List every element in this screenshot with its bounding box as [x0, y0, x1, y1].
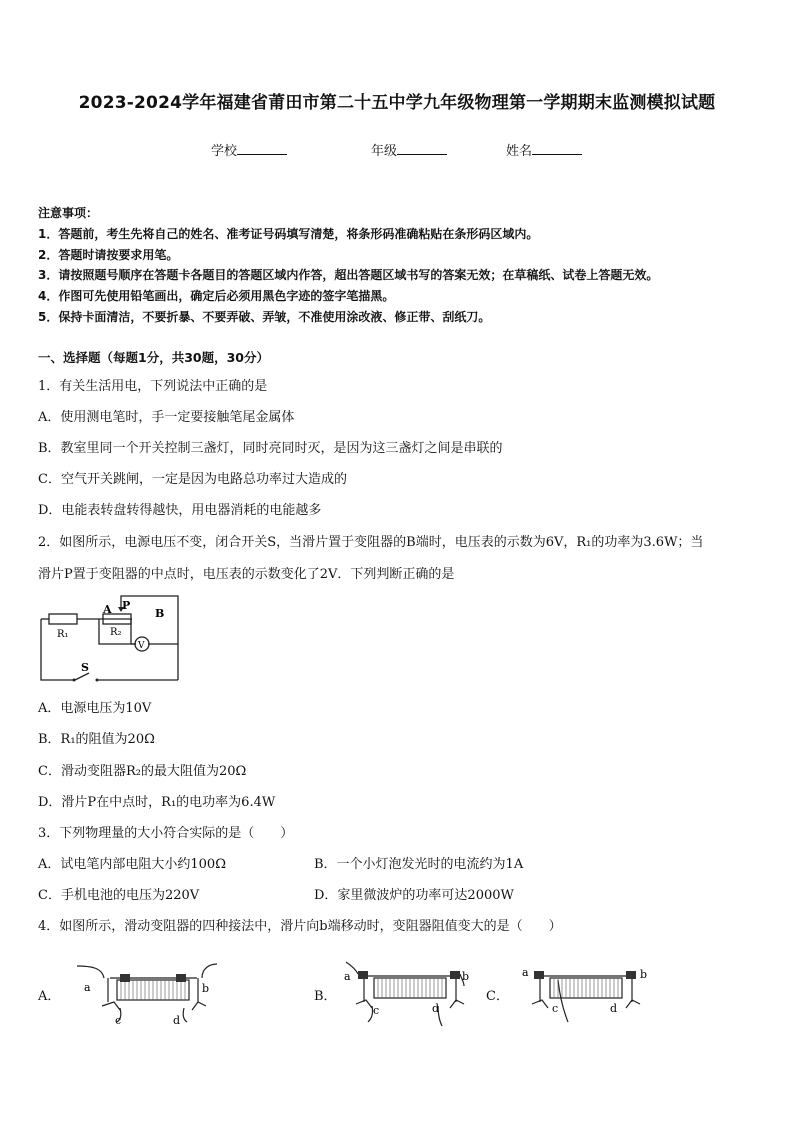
notice-heading: 注意事项：	[38, 206, 99, 220]
terminal-d: d	[432, 1002, 440, 1015]
grade-field[interactable]	[371, 140, 447, 159]
terminal-d: d	[173, 1014, 181, 1027]
circuit-diagram	[33, 595, 193, 690]
school-label: 学校	[211, 144, 238, 159]
q1-option-d: D．电能表转盘转得越快，用电器消耗的电能越多	[38, 503, 322, 518]
terminal-b: b	[640, 968, 648, 981]
notice-item: 1．答题前，考生先将自己的姓名、准考证号码填写清楚，将条形码准确粘贴在条形码区域内。	[38, 226, 539, 241]
q4-option-a-label: A．	[38, 989, 61, 1004]
q4-option-b-label: B．	[314, 989, 337, 1004]
q4-option-c-label: C．	[486, 989, 509, 1004]
q3-option-c: C．手机电池的电压为220V	[38, 888, 200, 903]
terminal-c: c	[373, 1004, 380, 1017]
q1-stem: 1．有关生活用电，下列说法中正确的是	[38, 379, 268, 394]
label-r1: R₁	[57, 629, 69, 640]
q1-option-c: C．空气开关跳闸，一定是因为电路总功率过大造成的	[38, 472, 347, 487]
q2-option-c: C．滑动变阻器R₂的最大阻值为20Ω	[38, 764, 247, 779]
notice-item: 5．保持卡面清洁，不要折暴、不要弄破、弄皱，不准使用涂改液、修正带、刮纸刀。	[38, 309, 491, 324]
q2-option-d: D．滑片P在中点时，R₁的电功率为6.4W	[38, 795, 276, 810]
notice-item: 4．作图可先使用铅笔画出，确定后必须用黑色字迹的签字笔描黑。	[38, 289, 395, 304]
q2-option-a: A．电源电压为10V	[38, 701, 152, 716]
q1-option-b: B．教室里同一个开关控制三盏灯，同时亮同时灭，是因为这三盏灯之间是串联的	[38, 441, 503, 456]
name-blank[interactable]	[532, 142, 582, 155]
notice-block	[38, 203, 658, 328]
q2-option-b: B．R₁的阻值为20Ω	[38, 732, 155, 747]
q3-option-b: B．一个小灯泡发光时的电流约为1A	[314, 857, 524, 872]
q3-option-d: D．家里微波炉的功率可达2000W	[314, 888, 514, 903]
notice-item: 2．答题时请按要求用笔。	[38, 247, 179, 262]
terminal-a: a	[84, 981, 91, 994]
label-v: V	[138, 641, 145, 651]
grade-label: 年级	[371, 144, 398, 159]
terminal-c: c	[115, 1014, 122, 1027]
terminal-a: a	[522, 966, 529, 979]
terminal-b: b	[202, 982, 210, 995]
terminal-d: d	[610, 1002, 618, 1015]
label-s: S	[81, 661, 89, 674]
terminal-c: c	[552, 1002, 559, 1015]
grade-blank[interactable]	[397, 142, 447, 155]
q3-option-a: A．试电笔内部电阻大小约100Ω	[38, 857, 226, 872]
q3-stem: 3．下列物理量的大小符合实际的是（ ）	[38, 826, 294, 841]
q4-stem: 4．如图所示，滑动变阻器的四种接法中，滑片向b端移动时，变阻器阻值变大的是（ ）	[38, 919, 562, 934]
name-label: 姓名	[506, 144, 533, 159]
label-p: P	[122, 599, 131, 612]
school-field[interactable]	[211, 140, 287, 159]
notice-item: 3．请按照题号顺序在答题卡各题目的答题区域内作答，超出答题区域书写的答案无效；在草稿纸、试卷上答题无效。	[38, 268, 659, 283]
page-title: 2023-2024学年福建省莆田市第二十五中学九年级物理第一学期期末监测模拟试题	[78, 93, 716, 113]
terminal-a: a	[344, 970, 351, 983]
q2-stem-line2: 滑片P置于变阻器的中点时，电压表的示数变化了2V．下列判断正确的是	[38, 567, 455, 582]
school-blank[interactable]	[237, 142, 287, 155]
q1-option-a: A．使用测电笔时，手一定要接触笔尾金属体	[38, 410, 295, 425]
label-a: A	[103, 603, 112, 616]
label-r2: R₂	[110, 627, 122, 638]
rheostat-figure-b	[338, 958, 478, 1028]
rheostat-figure-a	[72, 958, 232, 1028]
label-b: B	[155, 607, 165, 620]
rheostat-figure-c	[512, 958, 657, 1028]
q2-stem-line1: 2．如图所示，电源电压不变，闭合开关S，当滑片置于变阻器的B端时，电压表的示数为6V，R₁的功率为3.6W；当	[38, 535, 704, 550]
name-field[interactable]	[506, 140, 582, 159]
terminal-b: b	[462, 970, 470, 983]
section-heading: 一、选择题（每题1分，共30题，30分）	[38, 350, 269, 365]
